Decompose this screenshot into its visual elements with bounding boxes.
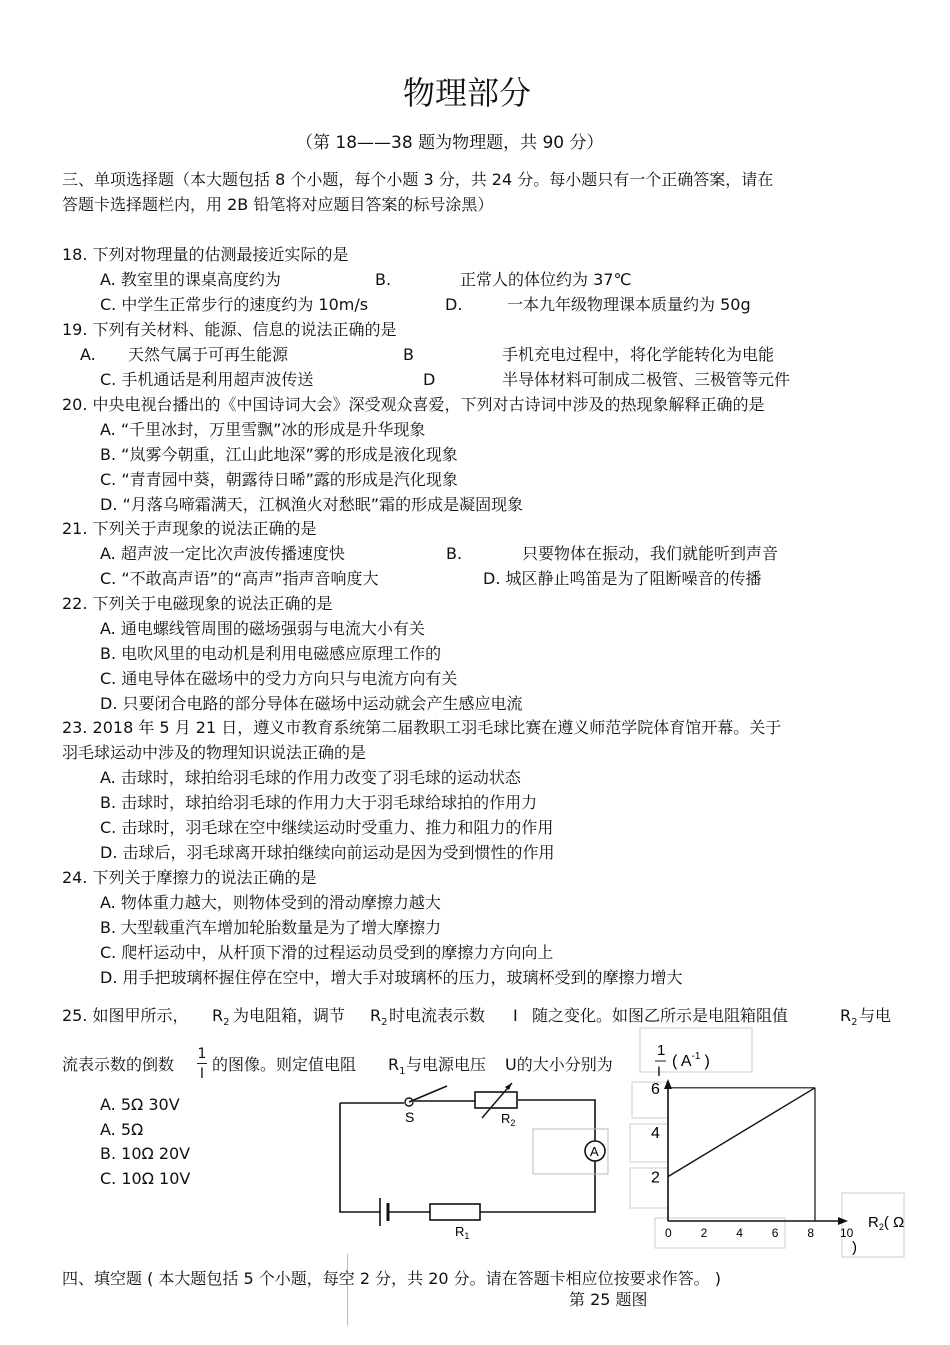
q20-option-d: D. “月落乌啼霜满天，江枫渔火对愁眠”霜的形成是凝固现象 [100,495,524,514]
q25-option-c: C. 10Ω 10V [100,1169,191,1188]
graph-x-tick-label: 10 [840,1226,854,1240]
q19-stem: 19. 下列有关材料、能源、信息的说法正确的是 [62,320,397,339]
q23-stem-line1: 23. 2018 年 5 月 21 日，遵义市教育系统第二届教职工羽毛球比赛在遵义师范学院体育馆开幕。关于 [62,718,782,737]
q24-stem: 24. 下列关于摩擦力的说法正确的是 [62,868,317,887]
graph-x-label: $R_2$( Ω [868,1214,905,1232]
q25-fraction-bar [197,1063,207,1064]
switch-blade [409,1086,447,1102]
q24-option-b: B. 大型载重汽车增加轮胎数量是为了增大摩擦力 [100,918,442,937]
q22-option-b: B. 电吹风里的电动机是利用电磁感应原理工作的 [100,644,442,663]
q23-option-b: B. 击球时，球拍给羽毛球的作用力大于羽毛球给球拍的作用力 [100,793,538,812]
q21-option-b: 只要物体在振动，我们就能听到声音 [522,544,779,563]
q22-option-a: A. 通电螺线管周围的磁场强弱与电流大小有关 [100,619,425,638]
resistor-r1-label: $R_1$ [455,1224,470,1240]
section3-line2: 答题卡选择题栏内，用 2B 铅笔将对应题目答案的标号涂黑） [62,195,494,214]
q21-option-d: D. 城区静止鸣笛是为了阻断噪音的传播 [483,569,762,588]
resistor-r1 [430,1204,480,1220]
q18-option-d-label: D. [445,295,463,314]
graph-x-tick-label: 0 [665,1226,672,1240]
q25-graph [620,1025,915,1290]
q25-option-a: A. 5Ω 30V [100,1095,180,1114]
q25-stem-part9: 与电源电压 [406,1055,487,1074]
graph-x-tick-label: 4 [736,1226,743,1240]
resistor-r2 [475,1092,517,1108]
resistor-r2-label: $R_2$ [501,1111,516,1128]
ammeter-label: A [590,1144,599,1159]
q24-option-d: D. 用手把玻璃杯握住停在空中，增大手对玻璃杯的压力，玻璃杯受到的摩擦力增大 [100,968,683,987]
q25-circuit-diagram [330,1080,630,1240]
q23-option-a: A. 击球时，球拍给羽毛球的作用力改变了羽毛球的运动状态 [100,768,521,787]
q21-option-b-label: B. [446,544,463,563]
graph-y-tick-label: 4 [651,1125,660,1143]
q25-option-a-2: A. 5Ω [100,1120,144,1139]
q20-option-a: A. “千里冰封，万里雪飘”冰的形成是升华现象 [100,420,426,439]
q24-option-c: C. 爬杆运动中，从杆顶下滑的过程运动员受到的摩擦力方向向上 [100,943,554,962]
switch-label: S [405,1109,415,1125]
q19-option-a: 天然气属于可再生能源 [128,345,289,364]
q25-fraction-numerator: 1 [197,1046,207,1062]
page-title: 物理部分 [403,74,532,112]
q23-stem-line2: 羽毛球运动中涉及的物理知识说法正确的是 [62,743,367,762]
q18-option-a: A. 教室里的课桌高度约为 [100,270,281,289]
graph-x-unit-close: ) [852,1239,857,1256]
q23-option-d: D. 击球后，羽毛球离开球拍继续向前运动是因为受到惯性的作用 [100,843,555,862]
q24-option-a: A. 物体重力越大，则物体受到的滑动摩擦力越大 [100,893,441,912]
q25-stem-part5: 随之变化。如图乙所示是电阻箱阻值 [532,1006,789,1025]
q25-stem-part6: 与电 [859,1006,892,1025]
graph-y-tick-label: 6 [651,1080,660,1098]
q25-stem-part10: U的大小分别为 [505,1055,613,1074]
q18-option-b: 正常人的体位约为 37℃ [460,270,632,289]
q25-option-b: B. 10Ω 20V [100,1144,191,1163]
section3-line1: 三、单项选择题（本大题包括 8 个小题，每个小题 3 分，共 24 分。每小题只有一个正确答案，请在 [62,170,774,189]
q23-option-c: C. 击球时，羽毛球在空中继续运动时受重力、推力和阻力的作用 [100,818,554,837]
circuit-wire-right [518,1100,595,1141]
q25-r2-symbol-3: $R_2$ [840,1006,858,1029]
circuit-wire-bottom-right [480,1160,595,1212]
graph-y-tick-label: 2 [651,1169,660,1187]
q20-stem: 20. 中央电视台播出的《中国诗词大会》深受观众喜爱，下列对古诗词中涉及的热现象解释正确的是 [62,395,765,414]
q25-r2-symbol-2: $R_2$ [370,1006,388,1029]
q18-option-c: C. 中学生正常步行的速度约为 10m/s [100,295,369,314]
q25-stem-part1: 25. 如图甲所示， [62,1006,189,1025]
q25-fraction-denominator: I [199,1066,205,1082]
q20-option-c: C. “青青园中葵，朝露待日晞”露的形成是汽化现象 [100,470,458,489]
graph-x-tick-label: 8 [807,1226,815,1240]
section4-header: 四、填空题 ( 本大题包括 5 个小题，每空 2 分，共 20 分。请在答题卡相应位按要求作答。 ) [62,1269,721,1288]
q25-stem-part7: 流表示数的倒数 [62,1055,175,1074]
graph-x-tick-label: 2 [700,1226,708,1240]
q19-option-c: C. 手机通话是利用超声波传送 [100,370,314,389]
q21-stem: 21. 下列关于声现象的说法正确的是 [62,519,317,538]
graph-data-line [668,1088,815,1177]
q25-stem-part8: 的图像。则定值电阻 [212,1055,357,1074]
q21-option-a: A. 超声波一定比次声波传播速度快 [100,544,345,563]
q20-option-b: B. “岚雾今朝重，江山此地深”雾的形成是液化现象 [100,445,458,464]
page-subtitle: （第 18——38 题为物理题，共 90 分） [296,133,604,153]
graph-y-axis-arrow [664,1079,672,1089]
q22-stem: 22. 下列关于电磁现象的说法正确的是 [62,594,333,613]
q21-option-c: C. “不敢高声语”的“高声”指声音响度大 [100,569,379,588]
graph-x-axis-arrow [838,1217,848,1225]
q25-figure-caption: 第 25 题图 [569,1290,648,1309]
q18-option-b-label: B. [375,270,392,289]
graph-y-label-denominator: I [657,1063,661,1079]
graph-x-tick-label: 6 [771,1226,779,1240]
q25-stem-part2: 为电阻箱，调节 [233,1006,346,1025]
q19-option-b-label: B [403,345,414,364]
q25-r2-symbol: $R_2$ [212,1006,230,1029]
q19-option-d: 半导体材料可制成二极管、三极管等元件 [502,370,791,389]
q19-option-d-label: D [423,370,436,389]
q22-option-d: D. 只要闭合电路的部分导体在磁场中运动就会产生感应电流 [100,694,523,713]
q19-option-b: 手机充电过程中，将化学能转化为电能 [502,345,775,364]
graph-y-label-numerator: 1 [657,1042,666,1059]
caption-frame-line [347,1254,349,1326]
q18-stem: 18. 下列对物理量的估测最接近实际的是 [62,245,349,264]
q25-current-symbol: I [513,1006,518,1025]
q18-option-d: 一本九年级物理课本质量约为 50g [507,295,751,314]
circuit-wire-left [340,1103,380,1212]
q25-r1-symbol: $R_1$ [388,1055,406,1078]
q25-stem-part3: 时电流表示数 [389,1006,486,1025]
q19-option-a-label: A. [80,345,96,364]
graph-y-unit: ( $A^{-1}$ ) [672,1051,710,1070]
q22-option-c: C. 通电导体在磁场中的受力方向只与电流方向有关 [100,669,458,688]
